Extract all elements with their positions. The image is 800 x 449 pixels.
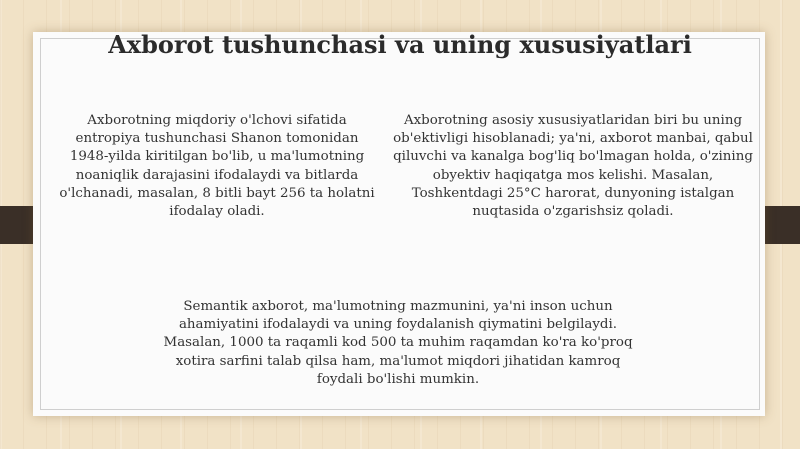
paragraph-objectivity: Axborotning asosiy xususiyatlaridan biri bu uning ob'ektivligi hisoblanadi; ya'ni, axborot manbai, qabul qiluvchi va kanalga bog'liq bo'lmagan holda, o'zining obyektiv haqiqatga mos kelishi. Masalan, Toshkentdagi 25°C harorat, dunyoning istalgan nuqtasida o'zgarishsiz qoladi. <box>393 113 753 220</box>
slide-title: Axborot tushunchasi va uning xususiyatlari <box>108 30 692 59</box>
paragraph-entropy: Axborotning miqdoriy o'lchovi sifatida entropiya tushunchasi Shanon tomonidan 1948-yilda kiritilgan bo'lib, u ma'lumotning noaniqlik darajasini ifodalaydi va bitlarda o'lchanadi, masalan, 8 bitli bayt 256 ta holatni ifodalay oladi. <box>59 113 375 220</box>
paragraph-semantic: Semantik axborot, ma'lumotning mazmunini, ya'ni inson uchun ahamiyatini ifodalaydi va uning foydalanish qiymatini belgilaydi. Masalan, 1000 ta raqamli kod 500 ta muhim raqamdan ko'ra ko'proq xotira sarfini talab qilsa ham, ma'lumot miqdori jihatidan kamroq foydali bo'lishi mumkin. <box>163 299 633 387</box>
